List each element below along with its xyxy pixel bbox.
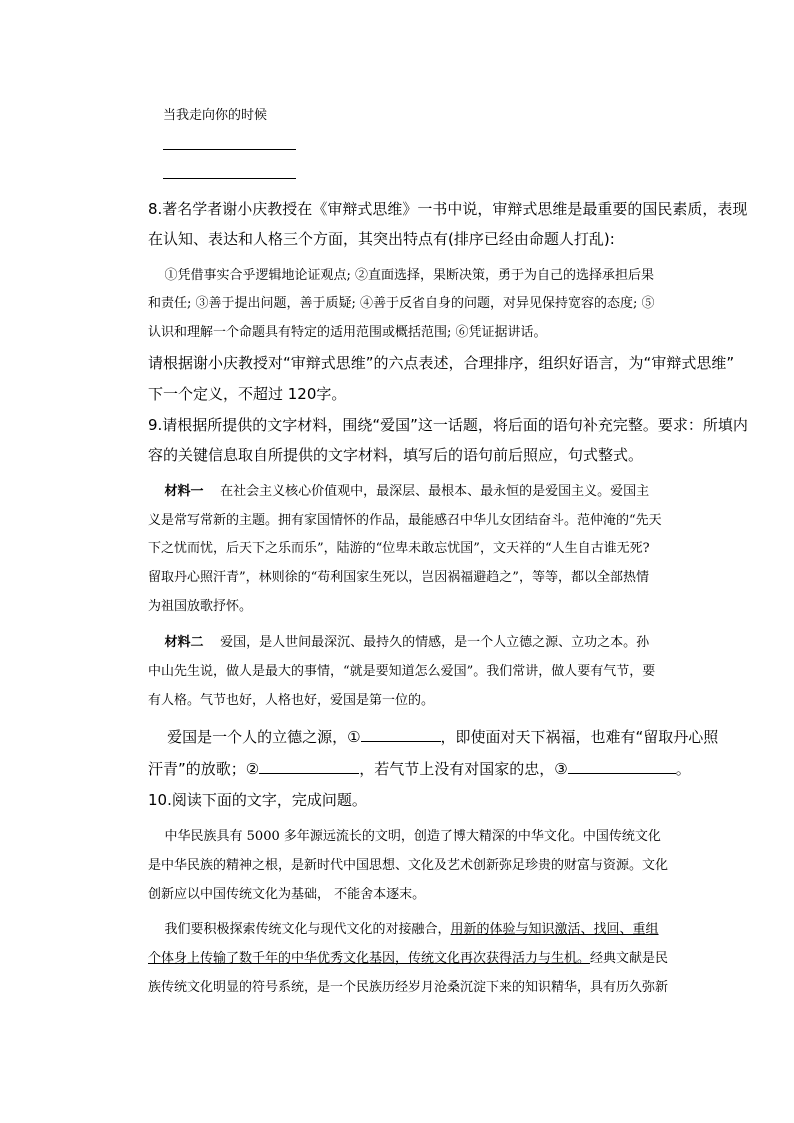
material-2-line-3: 有人格。气节也好，人格也好，爱国是第一位的。 bbox=[148, 693, 435, 708]
material-2-label: 材料二 bbox=[164, 635, 204, 650]
fill-text-e: 。 bbox=[675, 760, 691, 778]
q8-items-line-3: 认识和理解一个命题具有特定的适用范围或概括范围; ⑥凭证据讲话。 bbox=[148, 325, 547, 340]
fill-text-b: ，即使面对天下祸福，也难有“留取丹心照 bbox=[440, 728, 719, 746]
q8-text-line-1: 8.著名学者谢小庆教授在《审辩式思维》一书中说，审辩式思维是最重要的国民素质，表现 bbox=[148, 200, 748, 218]
q9-text-line-1: 9.请根据所提供的文字材料，围绕“爱国”这一话题，将后面的语句补充完整。要求：所填内 bbox=[148, 416, 748, 434]
passage-p1-line-2: 是中华民族的精神之根，是新时代中国思想、文化及艺术创新弥足珍贵的财富与资源。文化 bbox=[148, 858, 669, 873]
fill-blank-2[interactable] bbox=[259, 759, 359, 774]
passage-p1-line-3: 创新应以中国传统文化为基础， 不能舍本逐末。 bbox=[148, 887, 426, 902]
material-2-line-2: 中山先生说，做人是最大的事情，“就是要知道怎么爱国”。我们常讲，做人要有气节，要 bbox=[148, 664, 656, 679]
q8-requirement-line-1: 请根据谢小庆教授对“审辩式思维”的六点表述，合理排序，组织好语言，为“审辩式思维” bbox=[148, 354, 735, 372]
q9-text-line-2: 容的关键信息取自所提供的文字材料，填写后的语句前后照应，句式整式。 bbox=[148, 446, 644, 464]
answer-blank-2[interactable] bbox=[163, 178, 296, 179]
underlined-sentence-part-1: 用新的体验与知识激活、找回、重组 bbox=[450, 922, 659, 937]
passage-p2-text-2b: 经典文献是民 bbox=[590, 951, 669, 966]
poem-line: 当我走向你的时候 bbox=[163, 108, 268, 123]
material-1-line-3: 下之忧而忧，后天下之乐而乐”，陆游的“位卑未敢忘忧国”，文天祥的“人生自古谁无死? bbox=[148, 541, 650, 556]
material-2-line-1 bbox=[148, 631, 649, 650]
q8-items-line-1 bbox=[148, 264, 654, 283]
q10-title: 10.阅读下面的文字，完成问题。 bbox=[148, 791, 367, 809]
fill-blank-3[interactable] bbox=[568, 759, 676, 774]
material-1-line-2: 义是常写常新的主题。拥有家国情怀的作品，最能感召中华儿女团结奋斗。范仲淹的“先天 bbox=[148, 513, 662, 528]
material-1-text-1: 在社会主义核心价值观中，最深层、最根本、最永恒的是爱国主义。爱国主 bbox=[220, 484, 650, 499]
fill-blank-1[interactable] bbox=[361, 727, 441, 742]
underlined-sentence-part-2: 个体身上传输了数千年的中华优秀文化基因，传统文化再次获得活力与生机。 bbox=[148, 951, 591, 966]
passage-p1-text-1: 中华民族具有 5000 多年源远流长的文明，创造了博大精深的中华文化。中国传统文化 bbox=[164, 829, 661, 844]
passage-p2-line-1 bbox=[148, 918, 659, 937]
material-1-line-5: 为祖国放歌抒怀。 bbox=[148, 599, 253, 614]
passage-p2-line-3: 族传统文化明显的符号系统，是一个民族历经岁月沧桑沉淀下来的知识精华，具有历久弥新 bbox=[148, 980, 669, 995]
q8-requirement-line-2: 下一个定义，不超过 120字。 bbox=[148, 385, 347, 403]
passage-p1-line-1 bbox=[148, 825, 661, 844]
q8-text-line-2: 在认知、表达和人格三个方面，其突出特点有(排序已经由命题人打乱): bbox=[148, 230, 615, 248]
material-1-line-4: 留取丹心照汗青”，林则徐的“苟利国家生死以，岂因祸福避趋之”，等等，都以全部热情 bbox=[148, 570, 649, 585]
fill-text-c: 汗青”的放歌；② bbox=[148, 760, 260, 778]
material-1-line-1 bbox=[148, 480, 649, 499]
q8-items-text-1: ①凭借事实合乎逻辑地论证观点; ②直面选择，果断决策，勇于为自己的选择承担后果 bbox=[164, 268, 655, 283]
fill-text-a: 爱国是一个人的立德之源，① bbox=[167, 728, 361, 746]
fill-in-line-2 bbox=[148, 758, 691, 779]
q8-items-line-2: 和责任; ③善于提出问题，善于质疑; ④善于反省自身的问题，对异见保持宽容的态度; ⑤ bbox=[148, 296, 655, 311]
fill-text-d: ，若气节上没有对国家的忠，③ bbox=[359, 760, 568, 778]
material-2-text-1: 爱国，是人世间最深沉、最持久的情感，是一个人立德之源、立功之本。孙 bbox=[220, 635, 650, 650]
answer-blank-1[interactable] bbox=[163, 149, 296, 150]
passage-p2-text-1a: 我们要积极探索传统文化与现代文化的对接融合， bbox=[164, 922, 451, 937]
passage-p2-line-2 bbox=[148, 947, 668, 966]
fill-in-line-1 bbox=[148, 726, 718, 747]
material-1-label: 材料一 bbox=[164, 484, 204, 499]
